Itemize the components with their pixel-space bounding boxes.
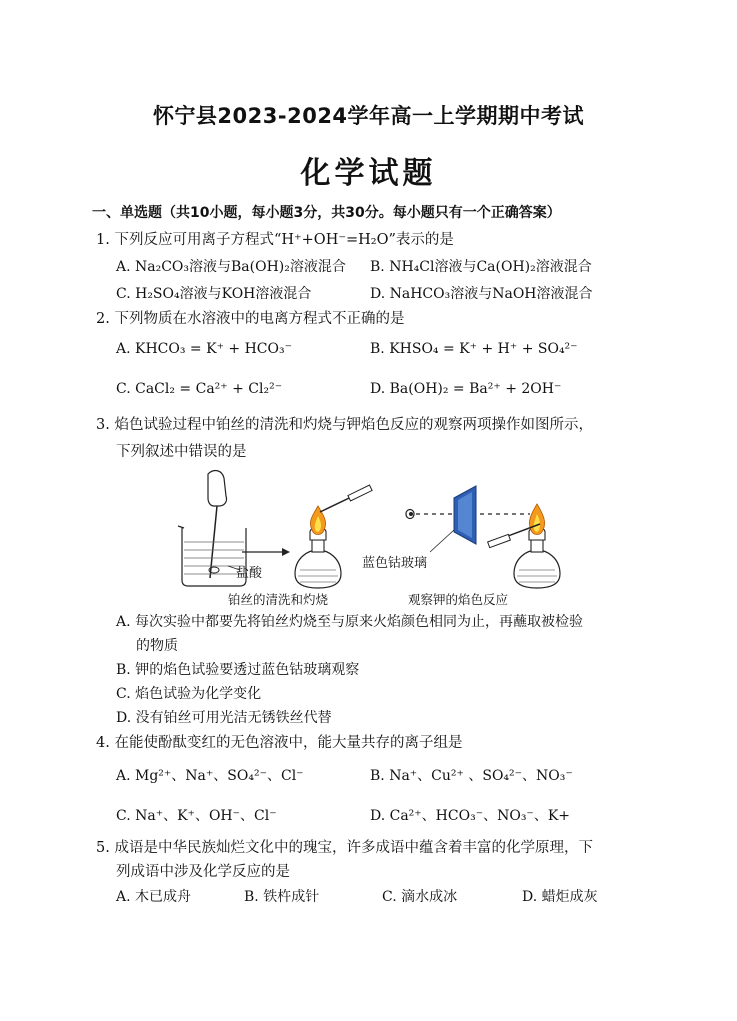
q1-option-c: C. H₂SO₄溶液与KOH溶液混合 [116, 286, 312, 302]
acid-liquid [184, 542, 244, 574]
q4-option-d: D. Ca²⁺、HCO₃⁻、NO₃⁻、K+ [370, 808, 571, 824]
q3-option-c: C. 焰色试验为化学变化 [116, 686, 262, 702]
label-cobalt-glass: 蓝色钴玻璃 [362, 556, 428, 571]
q1-option-a: A. Na₂CO₃溶液与Ba(OH)₂溶液混合 [116, 259, 346, 275]
q5-stem-line1: 5. 成语是中华民族灿烂文化中的瑰宝，许多成语中蕴含着丰富的化学原理，下 [96, 840, 593, 856]
q2-option-a: A. KHCO₃ = K⁺ + HCO₃⁻ [116, 341, 292, 357]
q2-stem: 2. 下列物质在水溶液中的电离方程式不正确的是 [96, 311, 405, 327]
q3-option-a-line2: 的物质 [136, 638, 178, 654]
q3-option-a-line1: A. 每次实验中都要先将铂丝灼烧至与原来火焰颜色相同为止，再蘸取被检验 [116, 614, 584, 630]
q1-option-b: B. NH₄Cl溶液与Ca(OH)₂溶液混合 [370, 259, 592, 275]
q3-option-b: B. 钾的焰色试验要透过蓝色钴玻璃观察 [116, 662, 360, 678]
flame-test-figure [170, 466, 590, 616]
q2-option-c: C. CaCl₂ = Ca²⁺ + Cl₂²⁻ [116, 381, 283, 397]
caption-observation: 观察钾的焰色反应 [408, 592, 509, 607]
q1-option-d: D. NaHCO₃溶液与NaOH溶液混合 [370, 286, 593, 302]
exam-subject: 化学试题 [300, 156, 437, 191]
q4-option-a: A. Mg²⁺、Na⁺、SO₄²⁻、Cl⁻ [116, 768, 304, 784]
q5-stem-line2: 列成语中涉及化学反应的是 [116, 864, 290, 880]
q3-stem-line1: 3. 焰色试验过程中铂丝的清洗和灼烧与钾焰色反应的观察两项操作如图所示， [96, 417, 593, 433]
hand-icon [208, 471, 227, 506]
q3-stem-line2: 下列叙述中错误的是 [116, 444, 247, 460]
exam-title: 怀宁县2023-2024学年高一上学期期中考试 [152, 104, 585, 128]
q2-option-d: D. Ba(OH)₂ = Ba²⁺ + 2OH⁻ [370, 381, 562, 397]
q4-stem: 4. 在能使酚酞变红的无色溶液中，能大量共存的离子组是 [96, 735, 463, 751]
q5-option-b: B. 铁杵成针 [244, 889, 320, 905]
section-heading: 一、单选题（共10小题，每小题3分，共30分。每小题只有一个正确答案） [92, 205, 561, 221]
q1-stem: 1. 下列反应可用离子方程式“H⁺+OH⁻=H₂O”表示的是 [96, 232, 454, 248]
q5-option-d: D. 蜡炬成灰 [522, 889, 598, 905]
q5-option-c: C. 滴水成冰 [382, 889, 458, 905]
q5-option-a: A. 木已成舟 [116, 889, 192, 905]
q4-option-b: B. Na⁺、Cu²⁺ 、SO₄²⁻、NO₃⁻ [370, 768, 573, 784]
caption-cleaning: 铂丝的清洗和灼烧 [228, 592, 329, 607]
alcohol-lamp-2 [514, 504, 560, 588]
q2-option-b: B. KHSO₄ = K⁺ + H⁺ + SO₄²⁻ [370, 341, 578, 357]
q4-option-c: C. Na⁺、K⁺、OH⁻、Cl⁻ [116, 808, 277, 824]
label-hydrochloric-acid: 盐酸 [236, 566, 263, 581]
q3-option-d: D. 没有铂丝可用光洁无锈铁丝代替 [116, 710, 332, 726]
alcohol-lamp-1 [295, 506, 341, 588]
